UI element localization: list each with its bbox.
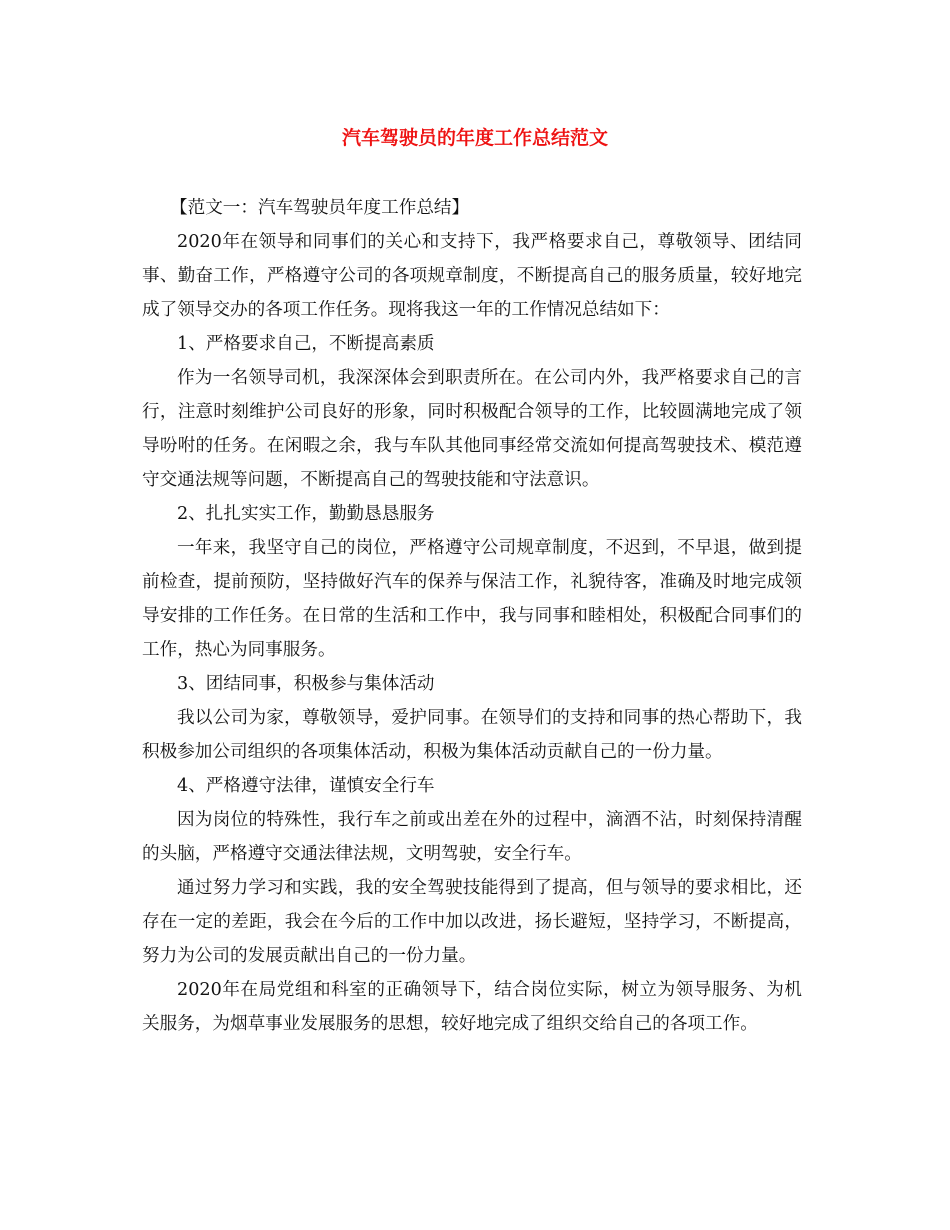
paragraph-1: 作为一名领导司机，我深深体会到职责所在。在公司内外，我严格要求自己的言行，注意时刻维护公司良好的形象，同时积极配合领导的工作，比较圆满地完成了领导吩咐的任务。在闲暇之余，我与车队其他同事经常交流如何提高驾驶技术、模范遵守交通法规等问题，不断提高自己的驾驶技能和守法意识。 — [142, 368, 802, 490]
paragraph-3: 我以公司为家，尊敬领导，爱护同事。在领导们的支持和同事的热心帮助下，我积极参加公司组织的各项集体活动，积极为集体活动贡献自己的一份力量。 — [142, 708, 802, 762]
paragraph-4: 因为岗位的特殊性，我行车之前或出差在外的过程中，滴酒不沾，时刻保持清醒的头脑，严格遵守交通法律法规，文明驾驶，安全行车。 — [142, 810, 802, 864]
paragraph-2: 一年来，我坚守自己的岗位，严格遵守公司规章制度，不迟到，不早退，做到提前检查，提前预防，坚持做好汽车的保养与保洁工作，礼貌待客，准确及时地完成领导安排的工作任务。在日常的生活和工作中，我与同事和睦相处，积极配合同事们的工作，热心为同事服务。 — [142, 538, 802, 660]
section-label: 【范文一：汽车驾驶员年度工作总结】 — [170, 198, 470, 218]
paragraph-6: 2020年在局党组和科室的正确领导下，结合岗位实际，树立为领导服务、为机关服务，为烟草事业发展服务的思想，较好地完成了组织交给自己的各项工作。 — [142, 980, 802, 1034]
paragraph-intro: 2020年在领导和同事们的关心和支持下，我严格要求自己，尊敬领导、团结同事、勤奋工作，严格遵守公司的各项规章制度，不断提高自己的服务质量，较好地完成了领导交办的各项工作任务。现将我这一年的工作情况总结如下： — [142, 232, 802, 320]
heading-3: 3、团结同事，积极参与集体活动 — [177, 674, 435, 694]
paragraph-5: 通过努力学习和实践，我的安全驾驶技能得到了提高，但与领导的要求相比，还存在一定的差距，我会在今后的工作中加以改进，扬长避短，坚持学习，不断提高，努力为公司的发展贡献出自己的一份力量。 — [142, 878, 802, 966]
heading-1: 1、严格要求自己，不断提高素质 — [177, 334, 435, 354]
document-body — [142, 191, 802, 1041]
heading-4: 4、严格遵守法律，谨慎安全行车 — [177, 776, 435, 796]
document-title: 汽车驾驶员的年度工作总结范文 — [341, 127, 608, 149]
heading-2: 2、扎扎实实工作，勤勤恳恳服务 — [177, 504, 435, 524]
